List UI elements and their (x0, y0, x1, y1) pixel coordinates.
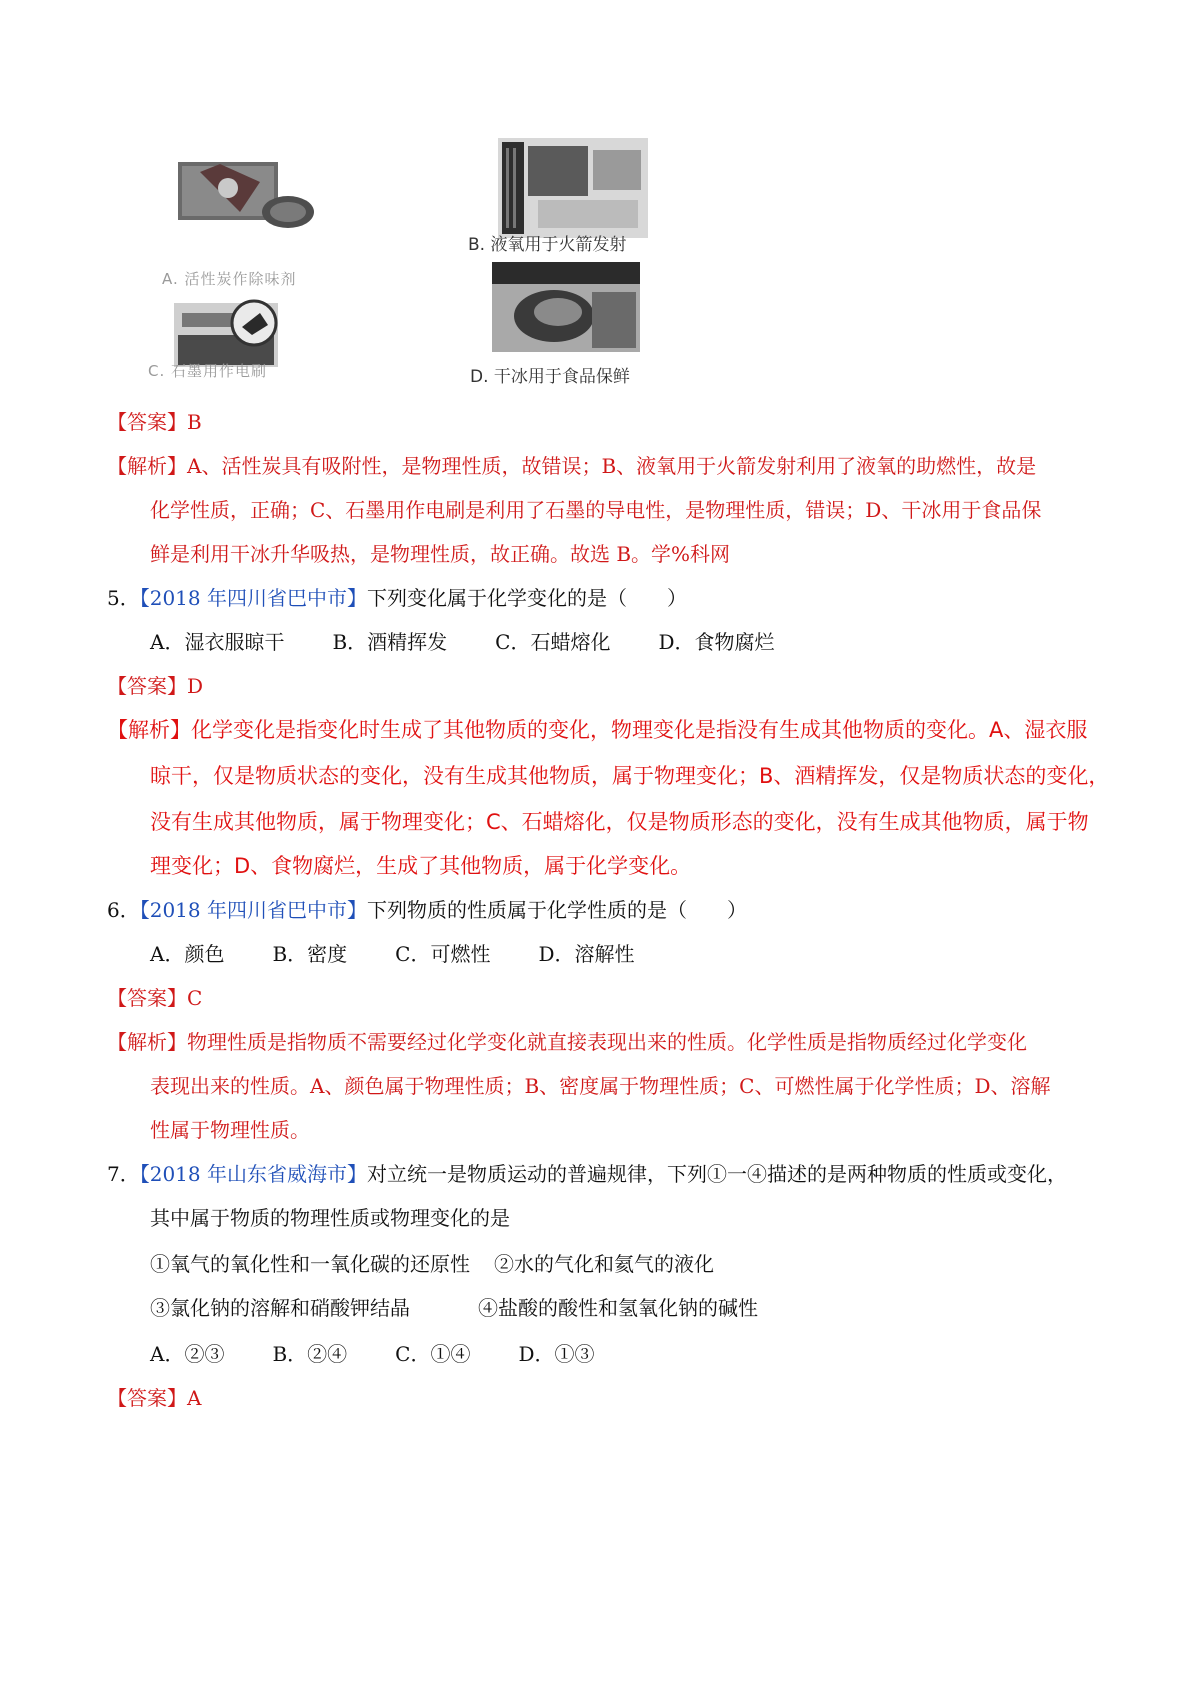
q6-analysis-line-3: 性属于物理性质。 (150, 1118, 310, 1142)
answer-tag: 【答案】 (107, 674, 187, 698)
q4-analysis-line-1 (107, 442, 1036, 490)
option-c: C．石蜡熔化 (495, 630, 611, 654)
q4-analysis-line-2: 化学性质，正确；C、石墨用作电刷是利用了石墨的导电性，是物理性质，错误；D、干冰用于食品保 (150, 498, 1042, 522)
answer-tag: 【答案】 (107, 1386, 187, 1410)
option-a: A．②③ (150, 1342, 225, 1366)
rocket-launch-image (498, 138, 648, 238)
q5-stem (107, 574, 687, 622)
option-a: A．湿衣服晾干 (150, 630, 285, 654)
question-source: 【2018 年山东省威海市】 (139, 1162, 367, 1186)
q7-answer (107, 1374, 201, 1422)
question-source: 【2018 年四川省巴中市】 (139, 586, 367, 610)
activated-carbon-image (170, 152, 320, 240)
question-source: 【2018 年四川省巴中市】 (139, 898, 367, 922)
q5-analysis-line-3: 没有生成其他物质，属于物理变化；C、石蜡熔化，仅是物质形态的变化，没有生成其他物质，属于物 (150, 810, 1089, 834)
item-4: ④盐酸的酸性和氢氧化钠的碱性 (478, 1296, 758, 1320)
analysis-tag: 【解析】 (107, 1030, 187, 1054)
caption-a: A. 活性炭作除味剂 (162, 270, 297, 288)
question-text: 下列变化属于化学变化的是（ ） (367, 586, 687, 610)
question-number: 5． (107, 586, 140, 610)
analysis-tag: 【解析】 (107, 454, 187, 478)
q4-answer (107, 398, 202, 446)
item-2: ②水的气化和氦气的液化 (494, 1252, 714, 1276)
q6-stem (107, 886, 747, 934)
q5-analysis-line-1 (107, 706, 1087, 754)
q6-analysis-line-1 (107, 1018, 1027, 1066)
caption-b: B. 液氧用于火箭发射 (468, 235, 627, 255)
answer-value: D (187, 674, 204, 698)
photo-a (170, 152, 320, 240)
q7-items-row-2 (150, 1284, 758, 1332)
answer-tag: 【答案】 (107, 410, 187, 434)
q7-options (150, 1330, 595, 1378)
item-1: ①氧气的氧化性和一氧化碳的还原性 (150, 1252, 470, 1276)
analysis-text: 化学变化是指变化时生成了其他物质的变化，物理变化是指没有生成其他物质的变化。A、湿衣服 (191, 718, 1088, 742)
analysis-text: 物理性质是指物质不需要经过化学变化就直接表现出来的性质。化学性质是指物质经过化学变化 (187, 1030, 1027, 1054)
q5-options (150, 618, 775, 666)
option-d: D．溶解性 (538, 942, 635, 966)
option-d: D．食物腐烂 (658, 630, 775, 654)
answer-value: C (187, 986, 203, 1010)
photo-b (498, 138, 648, 238)
answer-value: B (187, 410, 202, 434)
option-b: B．酒精挥发 (332, 630, 448, 654)
answer-value: A (187, 1386, 202, 1410)
option-b: B．密度 (272, 942, 348, 966)
q5-analysis-line-2: 晾干，仅是物质状态的变化，没有生成其他物质，属于物理变化；B、酒精挥发，仅是物质状态的变化， (150, 764, 1110, 788)
q5-answer (107, 662, 203, 710)
photo-d (492, 262, 640, 352)
analysis-tag: 【解析】 (107, 718, 191, 742)
option-c: C．可燃性 (395, 942, 491, 966)
option-d: D．①③ (518, 1342, 595, 1366)
option-c: C．①④ (395, 1342, 471, 1366)
analysis-text: A、活性炭具有吸附性，是物理性质，故错误；B、液氧用于火箭发射利用了液氧的助燃性，故是 (187, 454, 1037, 478)
q4-analysis-line-3: 鲜是利用干冰升华吸热，是物理性质，故正确。故选 B。学%科网 (150, 542, 731, 566)
option-a: A．颜色 (150, 942, 225, 966)
caption-d: D. 干冰用于食品保鲜 (470, 367, 630, 387)
q7-items-row-1 (150, 1240, 714, 1288)
question-number: 7． (107, 1162, 140, 1186)
option-b: B．②④ (272, 1342, 348, 1366)
q5-analysis-line-4: 理变化；D、食物腐烂，生成了其他物质，属于化学变化。 (150, 854, 692, 878)
item-3: ③氯化钠的溶解和硝酸钾结晶 (150, 1296, 410, 1320)
question-number: 6． (107, 898, 140, 922)
q7-stem-line-2: 其中属于物质的物理性质或物理变化的是 (150, 1206, 510, 1230)
q7-stem-line-1 (107, 1150, 1067, 1198)
caption-c: C. 石墨用作电刷 (148, 362, 268, 380)
q6-analysis-line-2: 表现出来的性质。A、颜色属于物理性质；B、密度属于物理性质；C、可燃性属于化学性质；D、溶解 (150, 1074, 1051, 1098)
question-text: 下列物质的性质属于化学性质的是（ ） (367, 898, 747, 922)
q6-answer (107, 974, 202, 1022)
q6-options (150, 930, 635, 978)
question-text: 对立统一是物质运动的普遍规律，下列①一④描述的是两种物质的性质或变化， (367, 1162, 1067, 1186)
answer-tag: 【答案】 (107, 986, 187, 1010)
dry-ice-image (492, 262, 640, 352)
